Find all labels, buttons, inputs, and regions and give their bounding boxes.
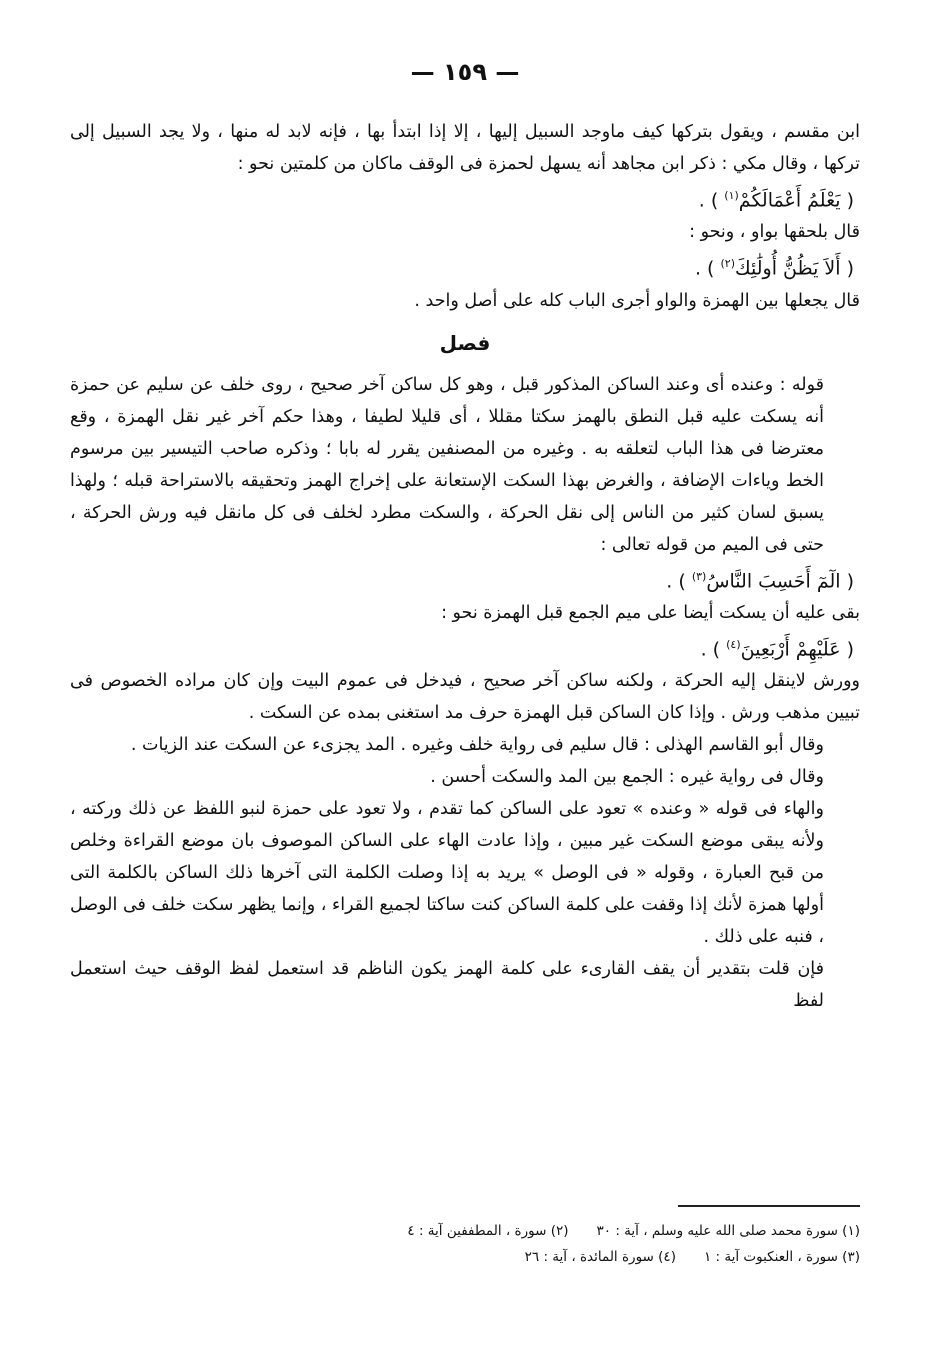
quran-verse (70, 629, 860, 665)
footnote: (٤) سورة المائدة ، آية : ٢٦ (524, 1249, 676, 1265)
paragraph: بقى عليه أن يسكت أيضا على ميم الجمع قبل الهمزة نحو : (441, 602, 860, 623)
verse-text: ( الٓمٓ أَحَسِبَ النَّاسُ (706, 569, 854, 592)
footnote: (٣) سورة ، العنكبوت آية : ١ (703, 1249, 860, 1265)
paragraph: ابن مقسم ، ويقول بتركها كيف ماوجد السبيل إليها ، إلا إذا ابتدأ بها ، فإنه لابد له منها ، ولا يجد السبيل إلى تركها ، وقال مكي : ذكر ابن مجاهد أنه يسهل لحمزة فى الوقف ماكان من كلمتين نحو : (70, 122, 860, 174)
paragraph: والهاء فى قوله « وعنده » تعود على الساكن كما تقدم ، ولا تعود على حمزة لنبو اللفظ عن ذلك وركته ، ولأنه يبقى موضع السكت غير مبين ، وإذا عادت الهاء على الساكن الموصوف بان موضع القراءة وخلص من قبح العبارة ، وقوله « فى الوصل » يريد به إذا وصلت الكلمة التى آخرها ذلك الساكن بالكلمة التى أولها همزة لأنك إذا وقفت على كلمة الساكن كنت ساكتا لجميع القراء ، وإنما يظهر سكت خلف فى الوصل ، فنبه على ذلك . (70, 799, 824, 948)
paragraph: فإن قلت بتقدير أن يقف القارىء على كلمة الهمز يكون الناظم قد استعمل لفظ الوقف حيث استعمل لفظ (70, 959, 824, 1012)
footnote-ref: (٢) (720, 257, 736, 271)
footnote-ref: (١) (724, 189, 739, 202)
verse-close: ) . (694, 257, 721, 280)
footnotes (300, 1218, 860, 1270)
verse-text: ( يَعْلَمُ أَعْمَالَكُمْ (738, 189, 854, 212)
verse-close: ) . (700, 638, 727, 661)
footnote: (١) سورة محمد صلى الله عليه وسلم ، آية : ٣٠ (596, 1223, 860, 1239)
paragraph: قال يجعلها بين الهمزة والواو أجرى الباب كله على أصل واحد . (414, 290, 860, 311)
main-text (70, 116, 860, 1017)
footnote-ref: (٤) (726, 637, 741, 651)
paragraph: قال بلحقها بواو ، ونحو : (689, 222, 860, 243)
verse-close: ) . (698, 189, 725, 212)
footnote-row (300, 1244, 860, 1270)
paragraph: قوله : وعنده أى وعند الساكن المذكور قبل ، وهو كل ساكن آخر صحيح ، روى خلف عن سليم عن حمزة أنه يسكت عليه قبل النطق بالهمز سكتا مقللا ، أى قليلا لطيفا ، وهذا حكم آخر غير نقل الهمزة ، وقع معترضا فى هذا الباب لتعلقه به . وغيره من المصنفين يقرر له بابا ؛ وذكره صاحب التيسير بين مرسوم الخط وياءات الإضافة ، والغرض بهذا السكت الإستعانة على إخراج الهمز وتحقيقه بالاستراحة قبله ؛ ولهذا يسبق لسان كثير من الناس إلى نقل الحركة ، والسكت مطرد لخلف فى كل مانقل فيه ورش الحركة ، حتى فى الميم من قوله تعالى : (70, 374, 824, 555)
verse-text: ( أَلاَ يَظُنُّ أُولَٰئِكَ (735, 257, 854, 280)
footnote-divider (678, 1205, 860, 1207)
footnote-ref: (٣) (691, 569, 707, 583)
page-number: — ١٥٩ — (410, 58, 520, 86)
footnote-row (300, 1218, 860, 1244)
quran-verse (70, 248, 860, 284)
section-heading: فصل (439, 330, 491, 355)
quran-verse (70, 180, 860, 216)
paragraph: وقال أبو القاسم الهذلى : قال سليم فى رواية خلف وغيره . المد يجزىء عن السكت عند الزيات . (130, 735, 824, 756)
quran-verse (70, 561, 860, 597)
paragraph: وقال فى رواية غيره : الجمع بين المد والسكت أحسن . (430, 767, 824, 788)
verse-close: ) . (666, 569, 692, 592)
paragraph: وورش لاينقل إليه الحركة ، ولكنه ساكن آخر صحيح ، فيدخل فى عموم البيت وإن كان مراده الخصوص فى تبيين مذهب ورش . وإذا كان الساكن قبل الهمزة حرف مد استغنى بمده عن السكت . (70, 671, 860, 724)
verse-text: ( عَلَيْهِمْ أَرْبَعِينَ (740, 638, 854, 661)
footnote: (٢) سورة ، المطففين آية : ٤ (407, 1223, 569, 1239)
